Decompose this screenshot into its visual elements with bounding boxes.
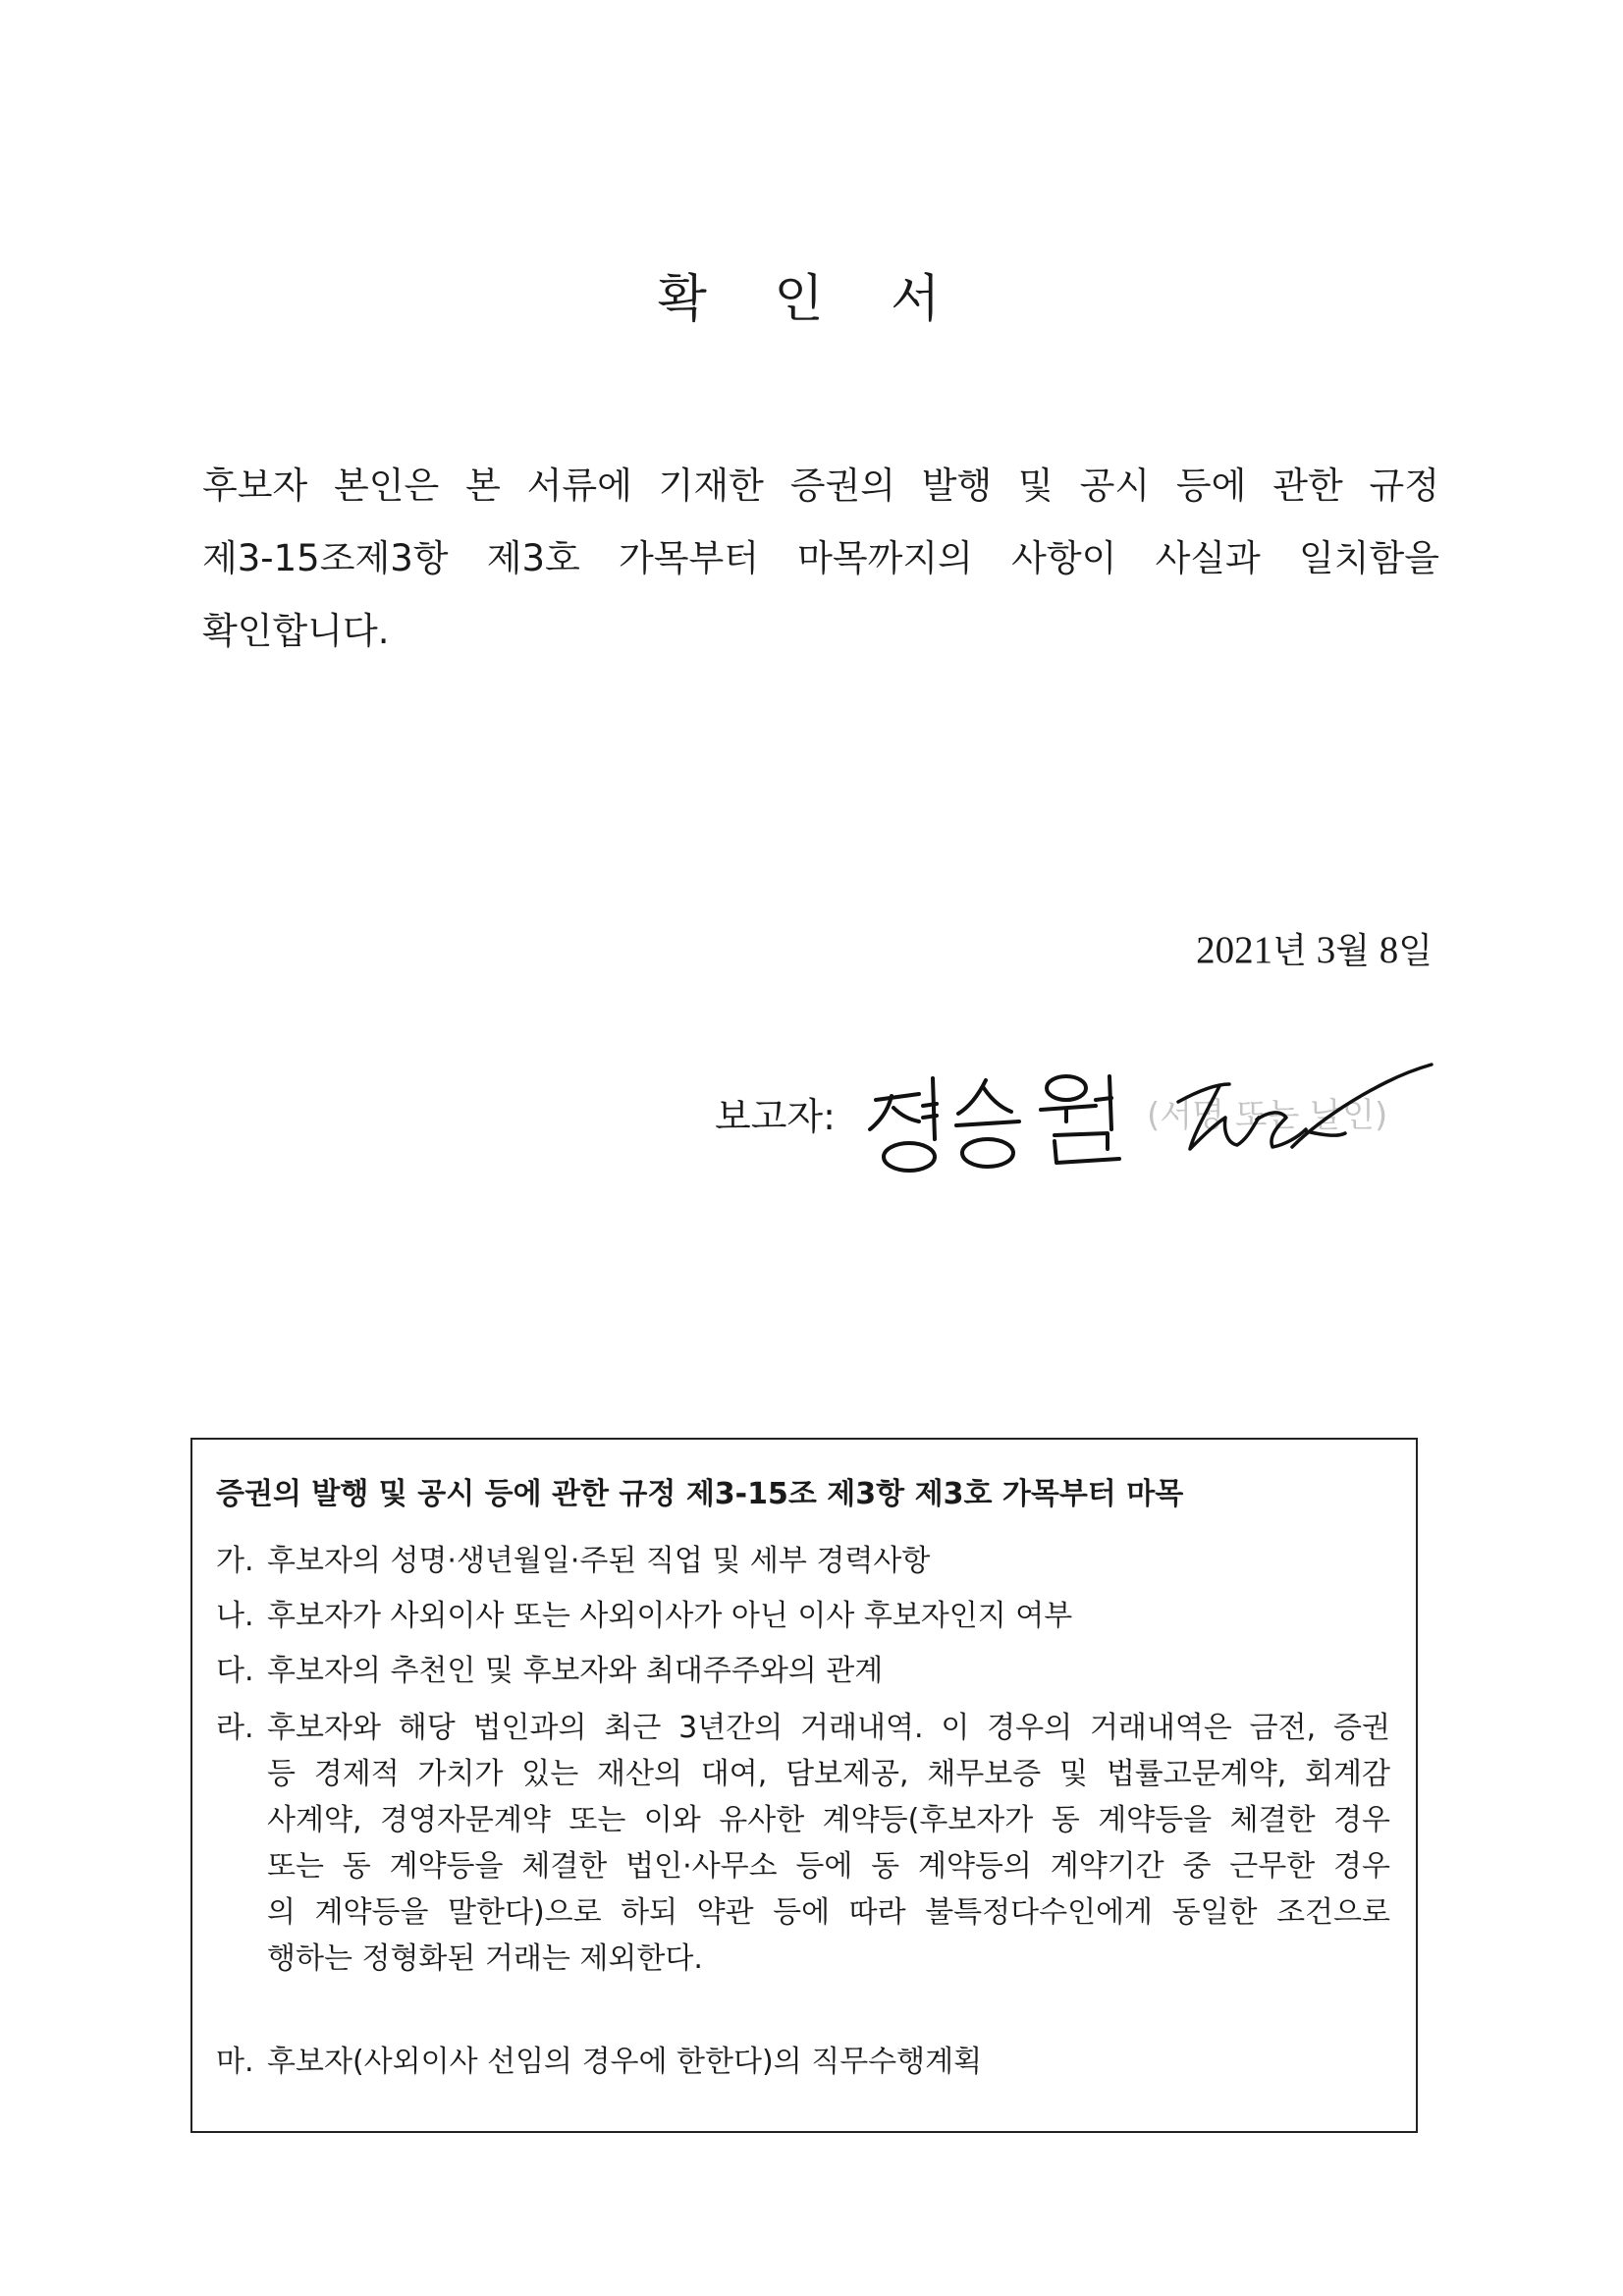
- intro-line: 확인합니다.: [202, 610, 390, 652]
- item-marker: 마.: [216, 2045, 254, 2079]
- intro-line: 제3-15조제3항 제3호 가목부터 마목까지의 사항이 사실과 일치함을: [202, 537, 1439, 579]
- item-text-line: 또는 동 계약등을 체결한 법인·사무소 등에 동 계약등의 계약기간 중 근무한 경우: [267, 1849, 1390, 1884]
- date-day-unit: 일: [1398, 931, 1433, 971]
- date-month: 3: [1316, 929, 1336, 971]
- item-text-line: 행하는 정형화된 거래는 제외한다.: [267, 1941, 703, 1976]
- item-marker: 가.: [216, 1544, 254, 1578]
- item-text-line: 의 계약등을 말한다)으로 하되 약관 등에 따라 불특정다수인에게 동일한 조건으로: [267, 1895, 1390, 1930]
- item-marker: 라.: [216, 1711, 254, 1745]
- item-marker: 다.: [216, 1654, 254, 1688]
- date-month-unit: 월: [1335, 931, 1370, 971]
- date-day: 8: [1379, 929, 1399, 971]
- regulation-reference-box: [190, 1438, 1418, 2133]
- reference-item: [216, 1705, 1390, 1982]
- reference-item: [216, 1648, 1390, 1694]
- reference-heading: 증권의 발행 및 공시 등에 관한 규정 제3-15조 제3항 제3호 가목부터 마목: [216, 1477, 1184, 1511]
- reporter-name-handwriting: [862, 1061, 1157, 1178]
- item-text-line: 등 경제적 가치가 있는 재산의 대여, 담보제공, 채무보증 및 법률고문계약, 회계감: [267, 1757, 1390, 1791]
- item-text: 후보자(사외이사 선임의 경우에 한한다)의 직무수행계획: [267, 2045, 983, 2079]
- item-text-line: 후보자와 해당 법인과의 최근 3년간의 거래내역. 이 경우의 거래내역은 금전, 증권: [267, 1711, 1390, 1745]
- item-text: [267, 1705, 1390, 1982]
- date-year-unit: 년: [1272, 931, 1307, 971]
- intro-paragraph: [202, 450, 1439, 668]
- item-text: 후보자의 추천인 및 후보자와 최대주주와의 관계: [267, 1654, 884, 1688]
- reporter-row: [715, 1066, 1461, 1194]
- reference-item: [216, 2039, 1390, 2085]
- intro-line: 후보자 본인은 본 서류에 기재한 증권의 발행 및 공시 등에 관한 규정: [202, 465, 1439, 507]
- document-date: [1196, 923, 1433, 973]
- document-title: 확 인 서: [657, 270, 966, 329]
- signature-or-seal-note: (서명 또는 날인): [1147, 1096, 1388, 1135]
- item-text: 후보자가 사외이사 또는 사외이사가 아닌 이사 후보자인지 여부: [267, 1599, 1073, 1633]
- item-text: 후보자의 성명·생년월일·주된 직업 및 세부 경력사항: [267, 1544, 931, 1578]
- reference-item: [216, 1538, 1390, 1584]
- reference-item: [216, 1593, 1390, 1639]
- reporter-label: 보고자:: [715, 1095, 836, 1138]
- item-marker: 나.: [216, 1599, 254, 1633]
- signature-mark: [1155, 1055, 1439, 1173]
- date-year: 2021: [1196, 929, 1273, 971]
- item-text-line: 사계약, 경영자문계약 또는 이와 유사한 계약등(후보자가 동 계약등을 체결한 경우: [267, 1803, 1390, 1837]
